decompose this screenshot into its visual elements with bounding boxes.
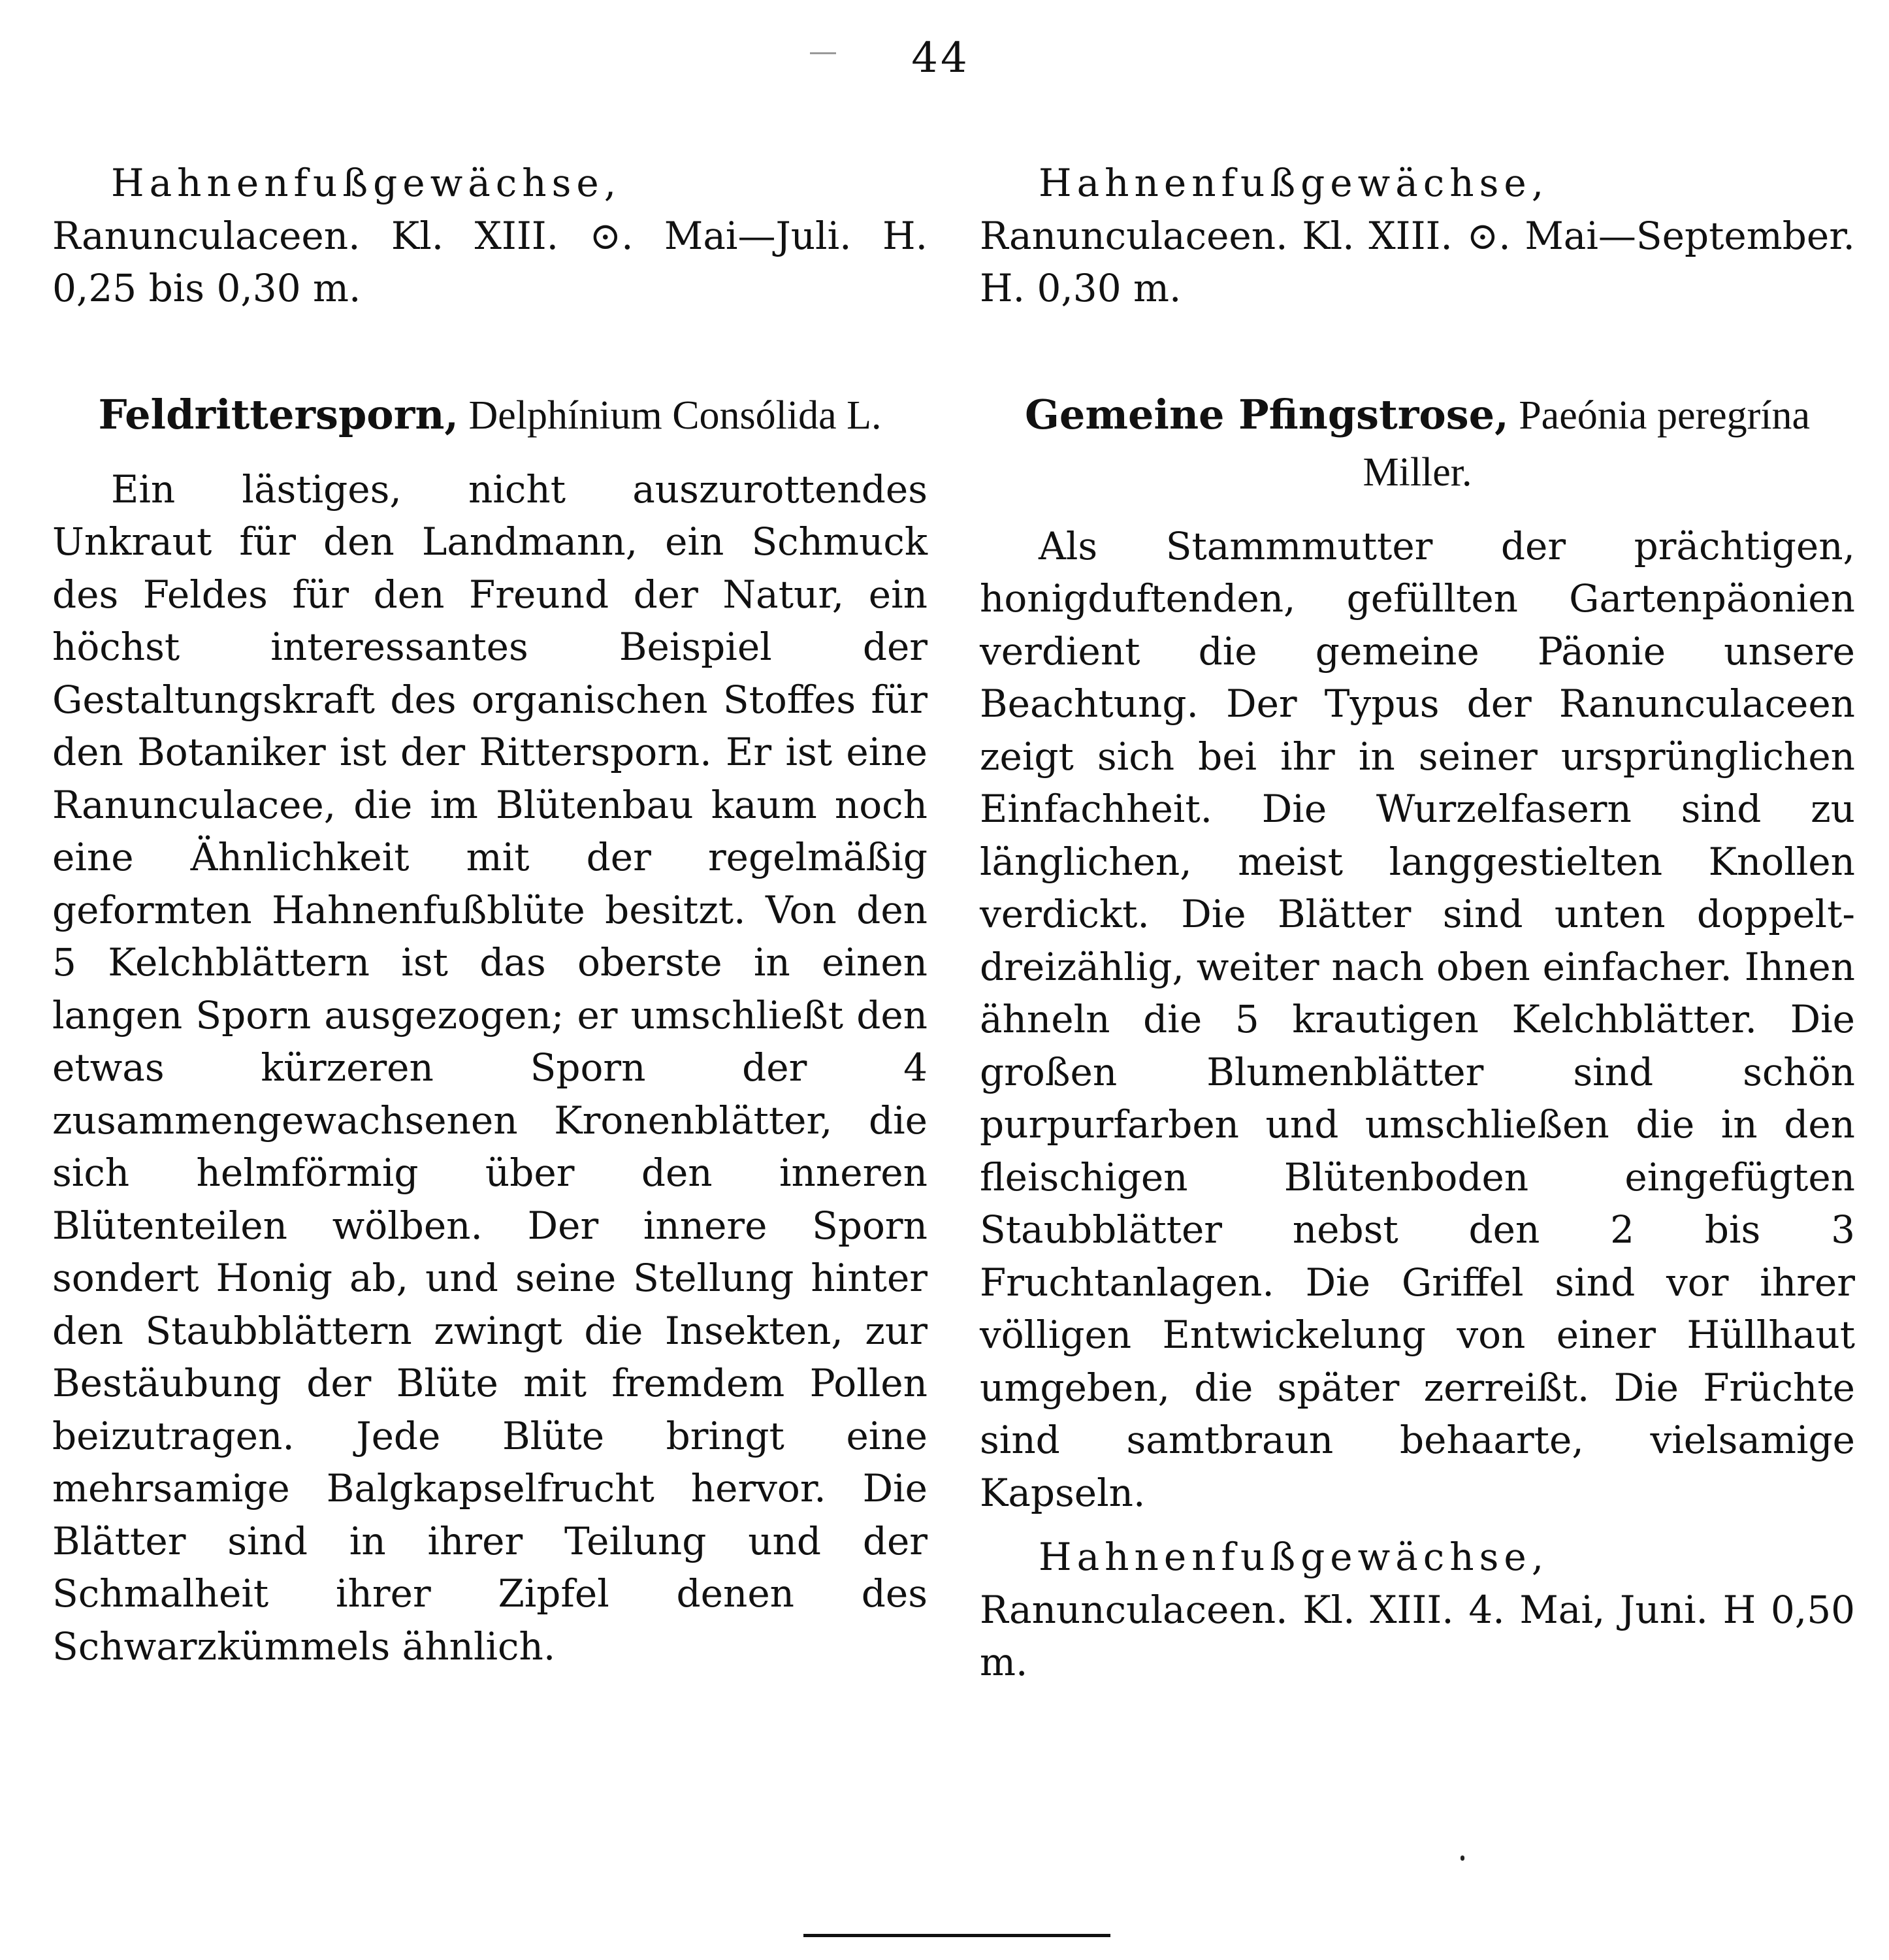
right-species-latin: Paeónia peregrína Miller.	[1363, 393, 1811, 495]
left-species-latin: Delphínium Consólida L.	[459, 393, 882, 438]
left-body-text: Ein lästiges, nicht auszurottendes Unkraut für den Landmann, ein Schmuck des Feldes für den Freund der Natur, ein höchst interessantes Beispiel der Gestaltungskraft des organischen Stoffes für den Botaniker ist der Rittersporn. Er ist eine Ranunculacee, die im Blütenbau kaum noch eine Ähnlichkeit mit der regelmäßig geformten Hahnenfußblüte besitzt. Von den 5 Kelchblättern ist das oberste in einen langen Sporn ausgezogen; er umschließt den etwas kürzeren Sporn der 4 zusammengewachsenen Kronenblätter, die sich helmförmig über den inneren Blütenteilen wölben. Der innere Sporn sondert Honig ab, und seine Stellung hinter den Staubblättern zwingt die Insekten, zur Bestäubung der Blüte mit fremdem Pollen beizutragen. Jede Blüte bringt eine mehrsamige Balgkapselfrucht hervor. Die Blätter sind in ihrer Teilung und der Schmalheit ihrer Zipfel denen des Schwarzkümmels ähnlich.	[52, 466, 928, 1669]
right-classification-details: Ranunculaceen. Kl. XIII. ⊙. Mai—September. H. 0,30 m.	[980, 213, 1855, 310]
left-classification	[52, 157, 928, 315]
right-classification-bottom-family: Hahnenfußgewächse,	[1039, 1535, 1549, 1579]
right-column	[980, 157, 1855, 1689]
right-species-heading	[980, 387, 1855, 500]
page-number: 44	[911, 34, 970, 82]
ink-speck	[1461, 1855, 1464, 1861]
right-classification	[980, 157, 1855, 315]
right-classification-bottom-details: Ranunculaceen. Kl. XIII. 4. Mai, Juni. H 0,50 m.	[980, 1587, 1855, 1684]
page-mark	[810, 52, 836, 54]
right-classification-bottom	[980, 1531, 1855, 1689]
end-rule	[803, 1934, 1110, 1937]
right-body-text: Als Stammmutter der prächtigen, honigduftenden, gefüllten Gartenpäonien verdient die gemeine Päonie unsere Beachtung. Der Typus der Ranunculaceen zeigt sich bei ihr in seiner ursprünglichen Einfachheit. Die Wurzelfasern sind zu länglichen, meist langgestielten Knollen verdickt. Die Blätter sind unten doppelt-dreizählig, weiter nach oben einfacher. Ihnen ähneln die 5 krautigen Kelchblätter. Die großen Blumenblätter sind schön purpurfarben und umschließen die in den fleischigen Blütenboden eingefügten Staubblätter nebst den 2 bis 3 Fruchtanlagen. Die Griffel sind vor ihrer völligen Entwickelung von einer Hüllhaut umgeben, die später zerreißt. Die Früchte sind samtbraun behaarte, vielsamige Kapseln.	[980, 523, 1855, 1515]
left-classification-details: Ranunculaceen. Kl. XIII. ⊙. Mai—Juli. H. 0,25 bis 0,30 m.	[52, 213, 928, 310]
left-classification-family: Hahnenfußgewächse,	[111, 161, 622, 205]
left-column	[52, 157, 928, 1673]
left-species-heading	[52, 387, 928, 444]
right-species-name: Gemeine Pfingstrose,	[1024, 390, 1509, 438]
left-species-name: Feldrittersporn,	[98, 390, 459, 438]
right-classification-family: Hahnenfußgewächse,	[1039, 161, 1549, 205]
